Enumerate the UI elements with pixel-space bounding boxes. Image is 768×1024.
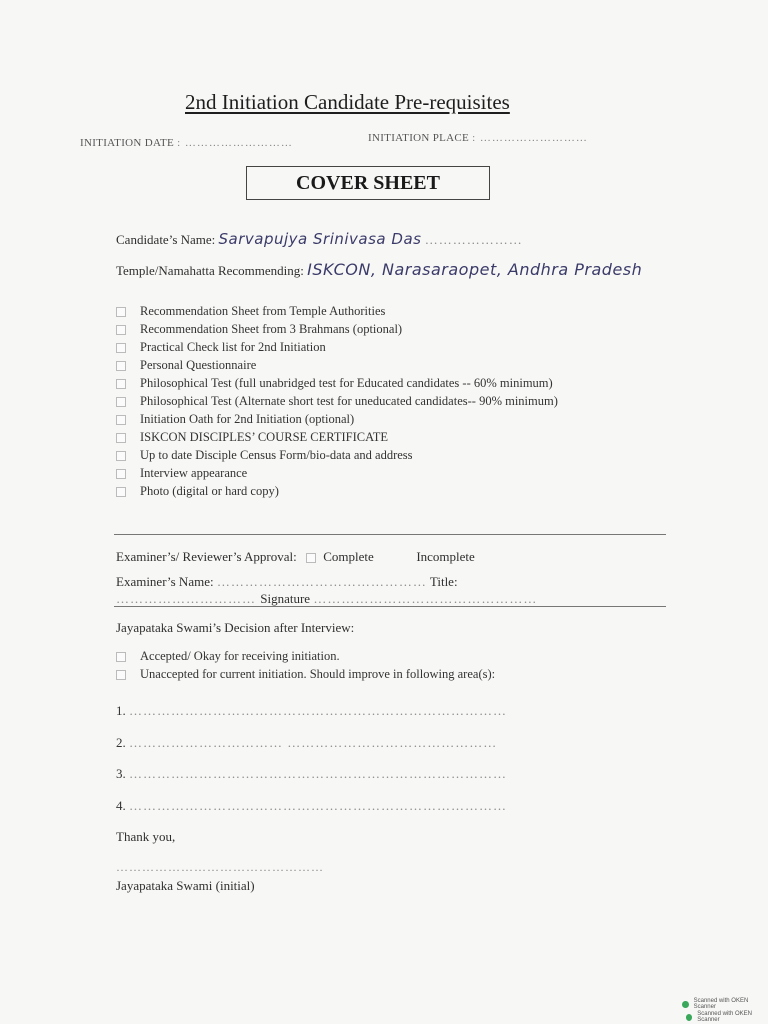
approval-label: Examiner’s/ Reviewer’s Approval:: [116, 549, 297, 564]
signature-label: Signature: [260, 591, 311, 606]
checklist-item: Practical Check list for 2nd Initiation: [114, 338, 634, 356]
examiner-name-label: Examiner’s Name:: [116, 574, 214, 589]
temple-label: Temple/Namahatta Recommending:: [116, 263, 304, 278]
scanner-watermark: Scanned with OKEN Scanner: [686, 1011, 768, 1023]
initiation-date-label: INITIATION DATE: [80, 137, 175, 149]
scanner-logo-icon: [682, 1001, 689, 1008]
checkbox[interactable]: [116, 433, 126, 443]
candidate-name-row: Candidate’s Name: Sarvapujya Srinivasa Das …………………: [116, 230, 523, 248]
decision-item: [114, 665, 495, 683]
scanner-watermark: Scanned with OKEN Scanner: [682, 998, 768, 1010]
title-label: Title:: [429, 574, 458, 589]
complete-checkbox[interactable]: [306, 553, 316, 563]
initiation-date-blank: : ………………………: [177, 137, 293, 149]
checklist-item: Philosophical Test (full unabridged test for Educated candidates -- 60% minimum): [114, 374, 634, 392]
decision-item: [114, 647, 340, 665]
temple-row: [116, 260, 642, 279]
checkbox[interactable]: [116, 307, 126, 317]
cover-sheet-heading: COVER SHEET: [246, 166, 490, 200]
requirements-checklist: [114, 302, 634, 500]
checkbox[interactable]: [116, 451, 126, 461]
checklist-item: Up to date Disciple Census Form/bio-data and address: [114, 446, 634, 464]
checklist-item: Recommendation Sheet from Temple Authorities: [114, 302, 634, 320]
document-title: 2nd Initiation Candidate Pre-requisites: [185, 90, 510, 114]
initiation-date-field: [80, 137, 293, 149]
incomplete-label: Incomplete: [416, 549, 475, 564]
signature-row: ………………………… Signature …………………………………………: [116, 591, 538, 606]
divider-line: [114, 534, 666, 535]
improvement-line-2: 2. …………………………… ………………………………………: [116, 735, 498, 750]
checklist-item: Recommendation Sheet from 3 Brahmans (optional): [114, 320, 634, 338]
checklist-item: Interview appearance: [114, 464, 634, 482]
approval-row: [116, 549, 475, 565]
checkbox[interactable]: [116, 487, 126, 497]
checkbox[interactable]: [116, 415, 126, 425]
unaccepted-checkbox[interactable]: [116, 670, 126, 680]
checklist-item: Personal Questionnaire: [114, 356, 634, 374]
checklist-item: Initiation Oath for 2nd Initiation (optional): [114, 410, 634, 428]
initiation-place-blank: : ………………………: [472, 132, 588, 144]
checklist-item: Philosophical Test (Alternate short test for uneducated candidates-- 90% minimum): [114, 392, 634, 410]
candidate-name-label: Candidate’s Name:: [116, 232, 216, 247]
checklist-item: ISKCON DISCIPLES’ COURSE CERTIFICATE: [114, 428, 634, 446]
improvement-line-1: 1. ………………………………………………………………………: [116, 703, 507, 718]
unaccepted-label: Unaccepted for current initiation. Should improve in following area(s):: [140, 667, 496, 681]
checkbox[interactable]: [116, 397, 126, 407]
thank-you: Thank you,: [116, 829, 176, 844]
candidate-name-value: Sarvapujya Srinivasa Das: [218, 230, 422, 248]
checkbox[interactable]: [116, 325, 126, 335]
checkbox[interactable]: [116, 379, 126, 389]
checkbox[interactable]: [116, 361, 126, 371]
initiation-place-field: [368, 132, 588, 144]
improvement-line-4: 4. ………………………………………………………………………: [116, 798, 507, 813]
examiner-name-row: Examiner’s Name: ……………………………………… Title:: [116, 574, 458, 589]
decision-label: Jayapataka Swami’s Decision after Interview:: [116, 620, 355, 635]
scanner-logo-icon: [686, 1014, 692, 1021]
checkbox[interactable]: [116, 469, 126, 479]
complete-label: Complete: [323, 549, 374, 564]
divider-line: [114, 606, 666, 607]
temple-value: ISKCON, Narasaraopet, Andhra Pradesh: [307, 260, 643, 279]
accepted-label: Accepted/ Okay for receiving initiation.: [140, 649, 340, 663]
initial-label: Jayapataka Swami (initial): [116, 878, 255, 893]
accepted-checkbox[interactable]: [116, 652, 126, 662]
initial-line: …………………………………………: [116, 860, 324, 874]
checklist-item: Photo (digital or hard copy): [114, 482, 634, 500]
initiation-place-label: INITIATION PLACE: [368, 132, 470, 144]
improvement-line-3: 3. ………………………………………………………………………: [116, 766, 507, 781]
checkbox[interactable]: [116, 343, 126, 353]
